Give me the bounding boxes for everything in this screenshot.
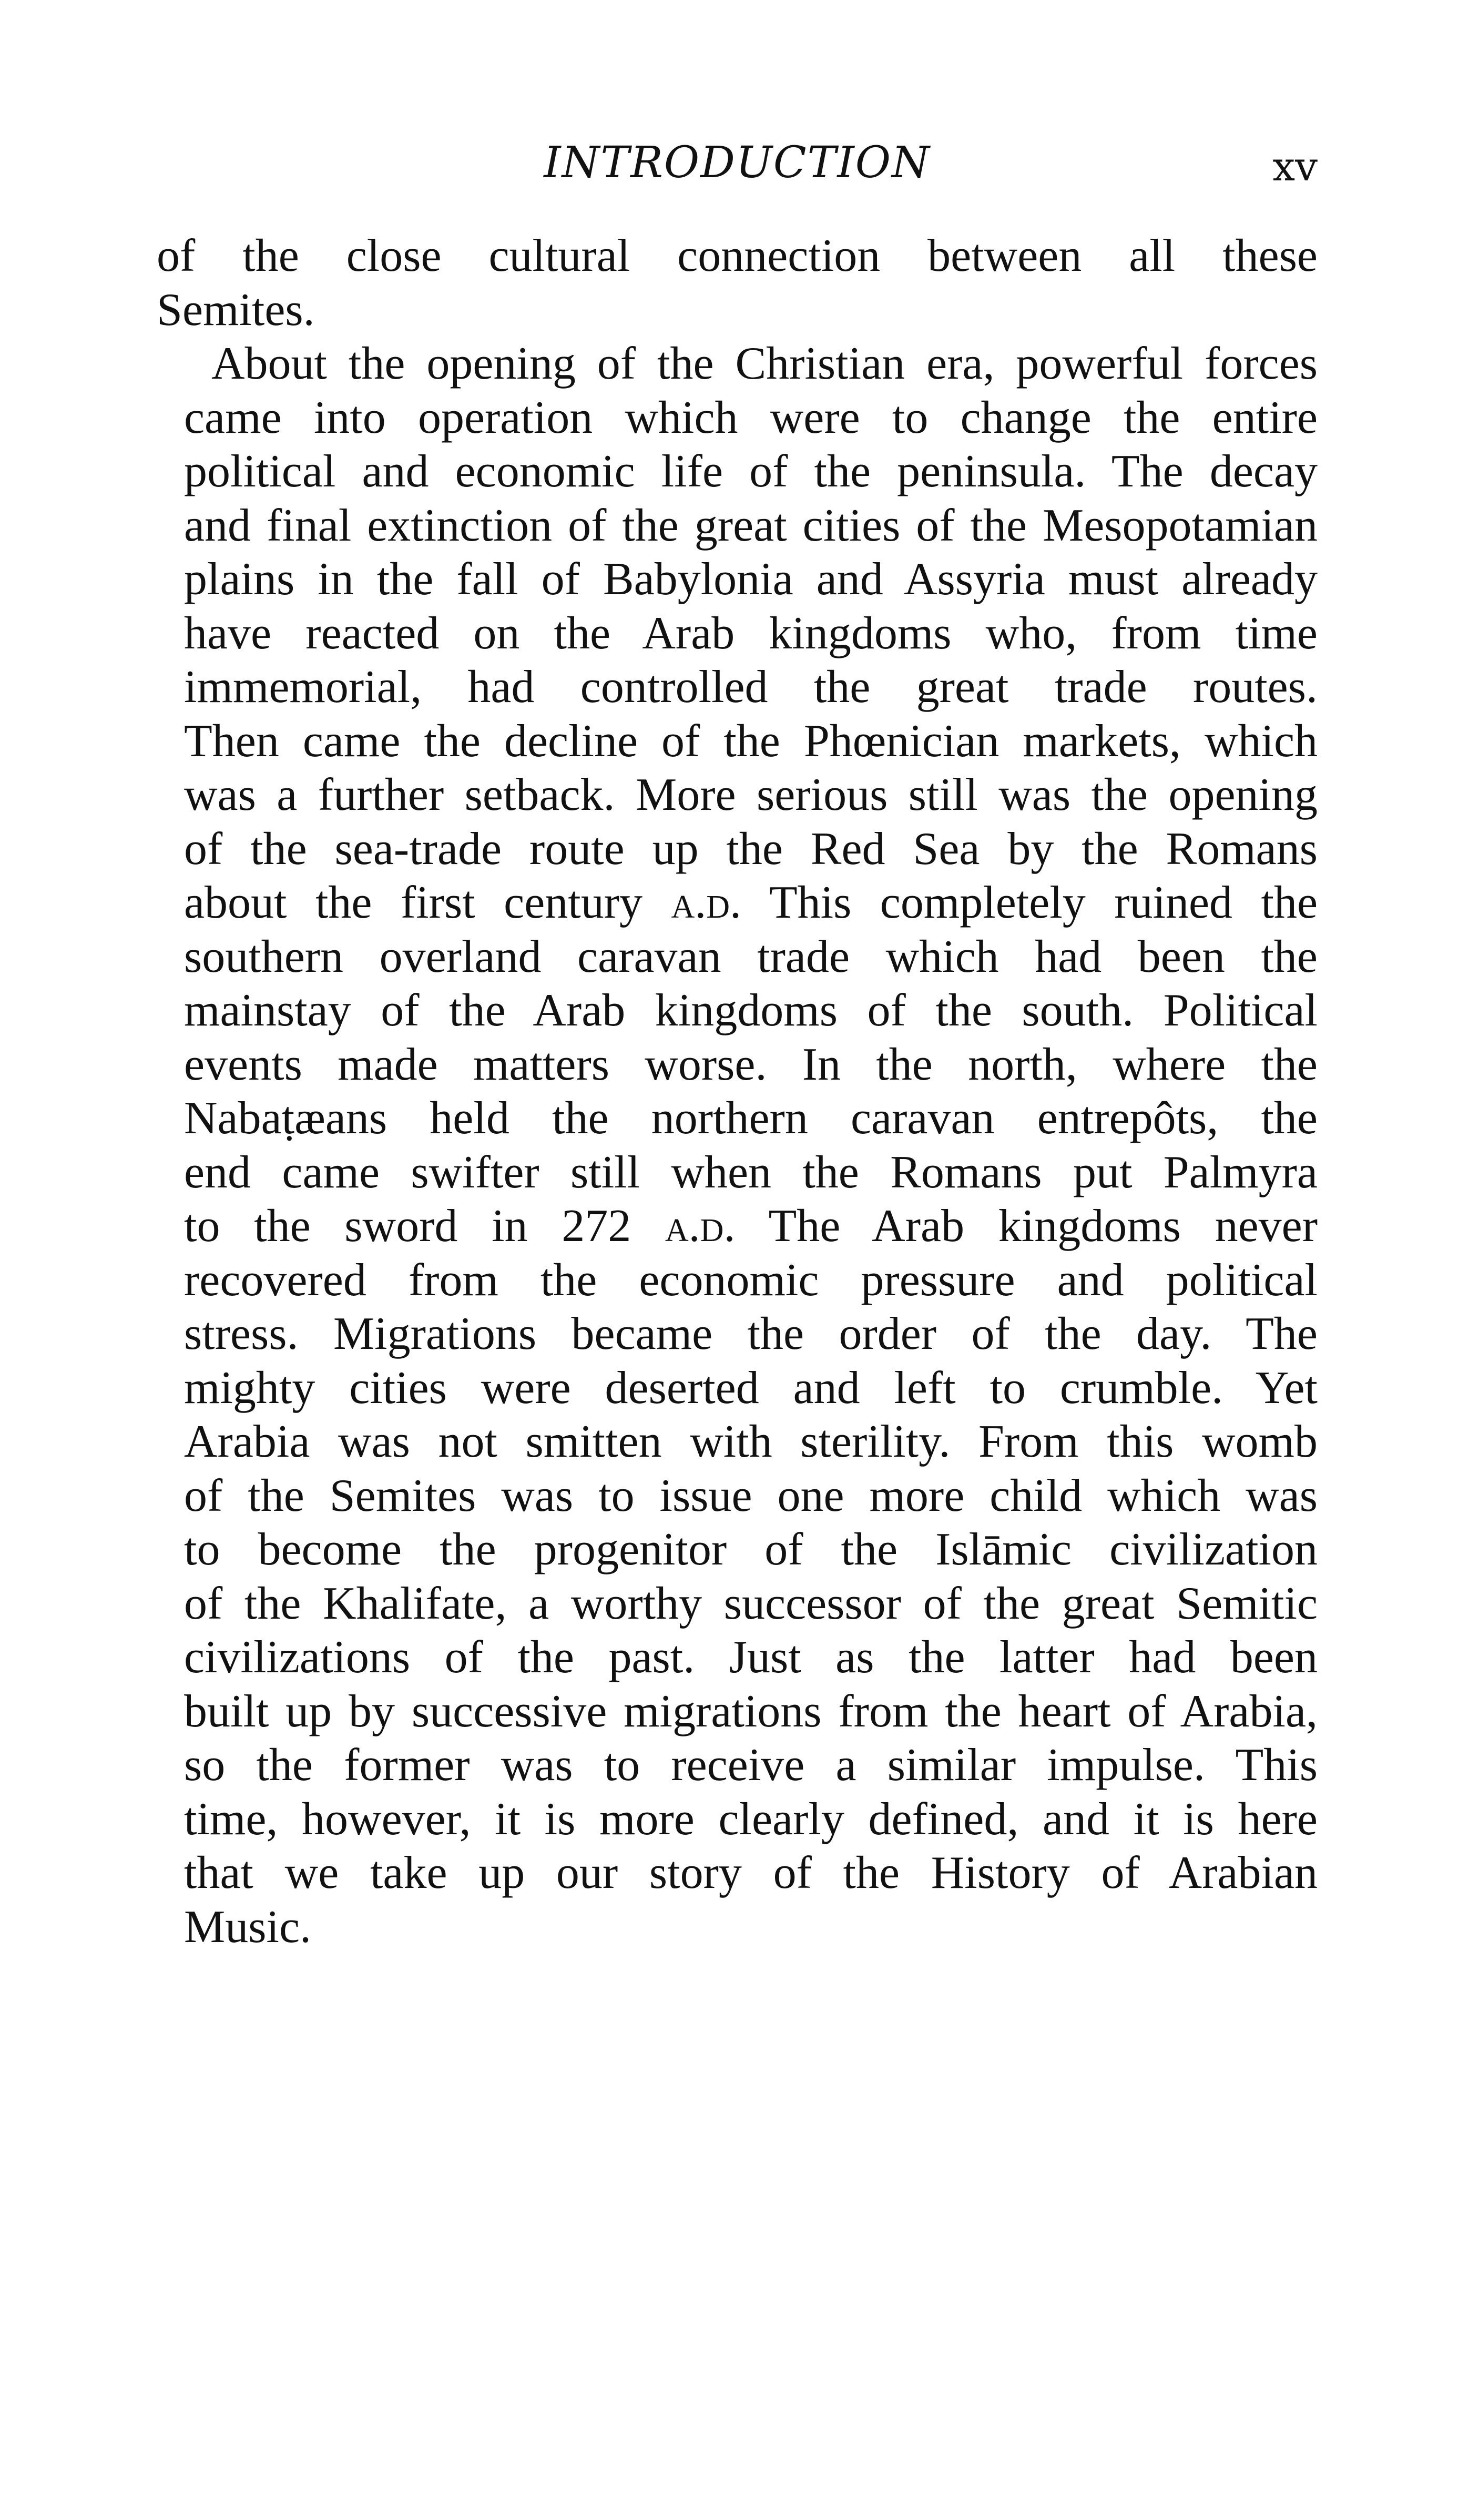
text-line: plains in the fall of Babylonia and Assyria must already: [184, 554, 1318, 605]
text-line: about the first century a.d. This completely ruined the: [184, 877, 1318, 928]
text-line: that we take up our story of the History of Arabian: [184, 1847, 1318, 1898]
text-line: end came swifter still when the Romans put Palmyra: [184, 1146, 1318, 1198]
era-abbreviation: a.d.: [665, 1201, 736, 1252]
text-line: of the sea-trade route up the Red Sea by the Romans: [184, 823, 1318, 875]
text-line: so the former was to receive a similar impulse. This: [184, 1740, 1318, 1791]
text-line: Arabia was not smitten with sterility. From this womb: [184, 1416, 1318, 1467]
text-line: of the Semites was to issue one more child which was: [184, 1470, 1318, 1521]
text-line: About the opening of the Christian era, powerful forces: [211, 338, 1318, 389]
text-line: political and economic life of the peninsula. The decay: [184, 446, 1318, 497]
text-line: was a further setback. More serious still was the opening: [184, 769, 1318, 820]
running-head: [157, 138, 1318, 196]
text-line: of the Khalifate, a worthy successor of the great Semitic: [184, 1578, 1318, 1629]
text-line: Then came the decline of the Phœnician markets, which: [184, 715, 1318, 767]
text-line: southern overland caravan trade which had been the: [184, 931, 1318, 982]
text-line: mighty cities were deserted and left to crumble. Yet: [184, 1362, 1318, 1414]
text-line: stress. Migrations became the order of the day. The: [184, 1308, 1318, 1359]
paragraph-2: [157, 337, 1318, 1954]
text-line: Semites.: [157, 284, 315, 336]
text-line: immemorial, had controlled the great trade routes.: [184, 662, 1318, 713]
text-line: have reacted on the Arab kingdoms who, from time: [184, 607, 1318, 659]
paragraph-1: [157, 229, 1318, 337]
text-line: events made matters worse. In the north, where the: [184, 1039, 1318, 1090]
text-line: to become the progenitor of the Islāmic civilization: [184, 1524, 1318, 1575]
running-title: INTRODUCTION: [544, 138, 931, 188]
era-abbreviation: a.d.: [671, 877, 742, 928]
text-line: came into operation which were to change the entire: [184, 392, 1318, 443]
text-line: Music.: [184, 1901, 311, 1953]
text-line: and final extinction of the great cities of the Mesopotamian: [184, 500, 1318, 551]
text-line: recovered from the economic pressure and political: [184, 1254, 1318, 1306]
text-line: time, however, it is more clearly defined, and it is here: [184, 1793, 1318, 1845]
page-number: xv: [1272, 143, 1318, 190]
text-line: civilizations of the past. Just as the latter had been: [184, 1632, 1318, 1683]
text-line: of the close cultural connection between all these: [157, 230, 1318, 281]
body-text: [157, 229, 1318, 1954]
text-line: built up by successive migrations from the heart of Arabia,: [184, 1685, 1318, 1737]
text-line: mainstay of the Arab kingdoms of the south. Political: [184, 985, 1318, 1036]
text-line: to the sword in 272 a.d. The Arab kingdoms never: [184, 1201, 1318, 1252]
text-line: Nabaṭæans held the northern caravan entrepôts, the: [184, 1093, 1318, 1144]
